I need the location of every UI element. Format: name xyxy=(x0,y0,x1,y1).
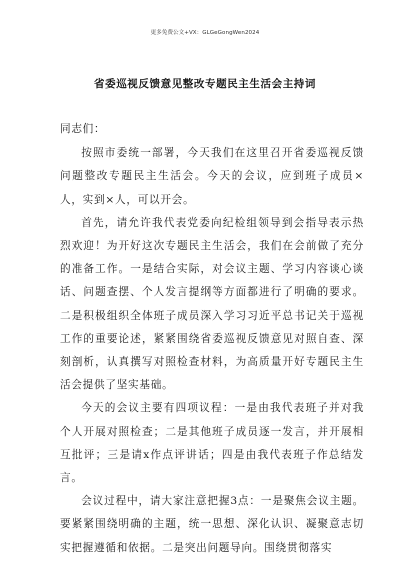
salutation: 同志们： xyxy=(60,123,106,135)
paragraph-1: 按照市委统一部署，今天我们在这里召开省委巡视反馈问题整改专题民主生活会。今天的会议，应到班子成员×人，实到×人，可以开会。 xyxy=(60,147,364,206)
document-body xyxy=(60,118,364,560)
paragraph-3: 今天的会议主要有四项议程：一是由我代表班子并对我个人开展对照检查；二是其他班子成员逐一发言，并开展相互批评；三是请x作点评讲话；四是由我代表班子作总结发言。 xyxy=(60,402,364,485)
header-note: 更多免费公文+VX：GLGeGongWen2024 xyxy=(150,30,260,36)
document-title: 省委巡视反馈意见整改专题民主生活会主持词 xyxy=(94,78,316,90)
paragraph-4: 会议过程中，请大家注意把握3点：一是聚焦会议主题。要紧紧围绕明确的主题，统一思想、深化认识、凝聚意志切实把握遵循和依据。二是突出问题导向。围绕贯彻落实 xyxy=(60,495,364,554)
paragraph-2: 首先，请允许我代表党委向纪检组领导到会指导表示热烈欢迎！为开好这次专题民主生活会，我们在会前做了充分的准备工作。一是结合实际，对会议主题、学习内容谈心谈话、问题查摆、个人发言提纲等方面都进行了明确的要求。二是积极组织全体班子成员深入学习习近平总书记关于巡视工作的重要论述，紧紧围绕省委巡视反馈意见对照自查、深刻剖析，认真撰写对照检查材料，为高质量开好专题民主生活会提供了坚实基础。 xyxy=(60,216,364,392)
